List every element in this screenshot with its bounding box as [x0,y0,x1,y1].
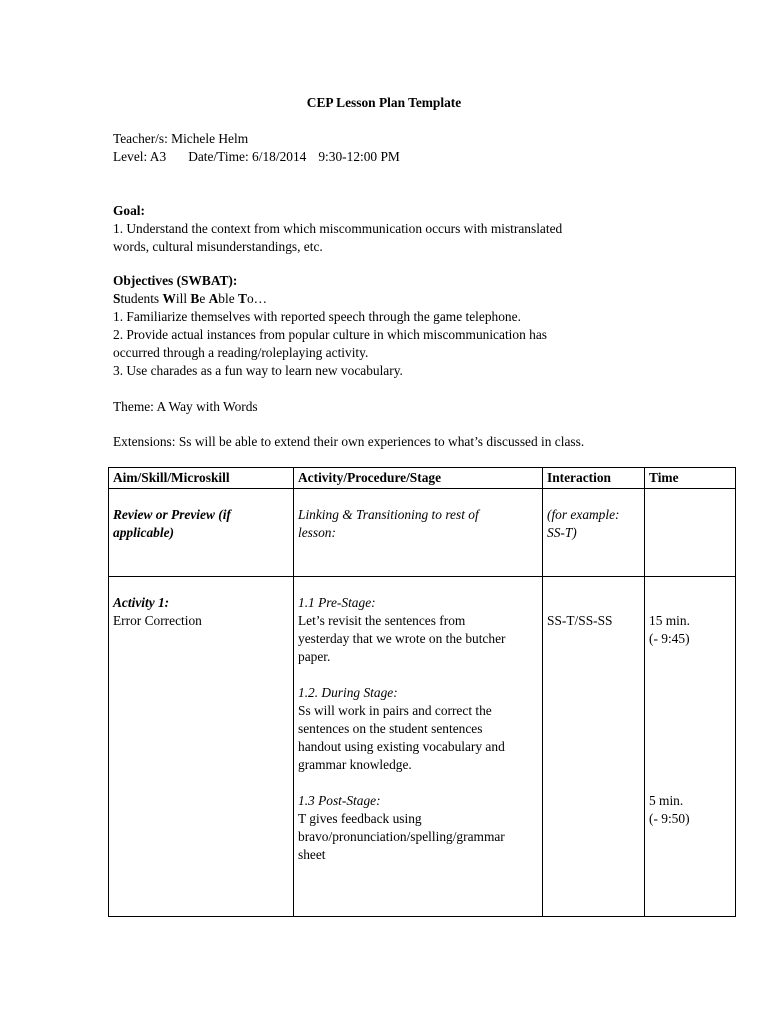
post-stage-text-line: sheet [298,847,326,862]
swbat-b: B [190,291,200,306]
activity1-interaction-cell [543,577,645,917]
activity1-label: Activity 1: [113,595,170,610]
swbat-s-rest: tudents [120,291,163,306]
post-stage-text-line: T gives feedback using [298,811,422,826]
activity1-time-cell [645,577,736,917]
activity1-time-2-range: (- 9:50) [649,811,690,826]
activity1-procedure-cell [294,577,543,917]
during-stage-label: 1.2. During Stage: [298,685,398,700]
review-interaction-line-1: (for example: [547,507,620,522]
review-aim-line-2: applicable) [113,525,174,540]
goal-label: Goal: [113,203,145,218]
swbat-t: T [238,291,247,306]
review-interaction-line-2: SS-T) [547,525,577,540]
activity1-aim-cell [109,577,294,917]
during-stage-text-line: handout using existing vocabulary and [298,739,505,754]
theme-line: Theme: A Way with Words [113,399,258,414]
teacher-info [113,130,643,166]
activity1-time-2: 5 min. [649,793,684,808]
header-interaction: Interaction [543,468,645,489]
level-text: Level: A3 [113,149,167,164]
activity1-time-1-range: (- 9:45) [649,631,690,646]
review-aim-line-1: Review or Preview (if [113,507,231,522]
objective-line: occurred through a reading/roleplaying activity. [113,345,369,360]
header-aim: Aim/Skill/Microskill [109,468,294,489]
swbat-w-rest: ill [175,291,191,306]
pre-stage-text-line: yesterday that we wrote on the butcher [298,631,506,646]
review-activity-cell [294,489,543,577]
activity1-time-1: 15 min. [649,613,690,628]
review-activity-line-1: Linking & Transitioning to rest of [298,507,479,522]
review-interaction-cell [543,489,645,577]
page-title: CEP Lesson Plan Template [306,95,462,110]
swbat-w: W [162,291,176,306]
during-stage-text-line: sentences on the student sentences [298,721,483,736]
activity1-skill: Error Correction [113,613,202,628]
review-time-cell [645,489,736,577]
goal-section [113,202,643,256]
review-aim-cell [109,489,294,577]
pre-stage-label: 1.1 Pre-Stage: [298,595,376,610]
swbat-b-rest: e [199,291,209,306]
swbat-t-rest: o… [246,291,268,306]
level-date-line [113,148,643,166]
activity1-interaction: SS-T/SS-SS [547,613,613,628]
swbat-a: A [208,291,219,306]
swbat-s: S [113,291,121,306]
swbat-a-rest: ble [218,291,239,306]
during-stage-text-line: Ss will work in pairs and correct the [298,703,492,718]
extensions-line: Extensions: Ss will be able to extend their own experiences to what’s discussed in class. [113,434,585,449]
objectives-section [113,272,643,380]
objective-line: 2. Provide actual instances from popular culture in which miscommunication has [113,327,547,342]
header-activity: Activity/Procedure/Stage [294,468,543,489]
time-text: 9:30-12:00 PM [318,149,400,164]
post-stage-label: 1.3 Post-Stage: [298,793,381,808]
teacher-line: Teacher/s: Michele Helm [113,131,249,146]
goal-text-line-1: 1. Understand the context from which miscommunication occurs with mistranslated [113,221,563,236]
objectives-label: Objectives (SWBAT): [113,273,238,288]
objective-line: 3. Use charades as a fun way to learn new vocabulary. [113,363,403,378]
table-row-activity-1 [109,577,736,917]
pre-stage-text-line: Let’s revisit the sentences from [298,613,466,628]
lesson-plan-table [108,467,736,917]
pre-stage-text-line: paper. [298,649,331,664]
table-header-row [109,468,736,489]
date-text: Date/Time: 6/18/2014 [188,149,307,164]
during-stage-text-line: grammar knowledge. [298,757,412,772]
objective-line: 1. Familiarize themselves with reported speech through the game telephone. [113,309,521,324]
goal-text-line-2: words, cultural misunderstandings, etc. [113,239,323,254]
header-time: Time [645,468,736,489]
table-row-review [109,489,736,577]
post-stage-text-line: bravo/pronunciation/spelling/grammar [298,829,505,844]
review-activity-line-2: lesson: [298,525,336,540]
swbat-line [113,290,643,308]
